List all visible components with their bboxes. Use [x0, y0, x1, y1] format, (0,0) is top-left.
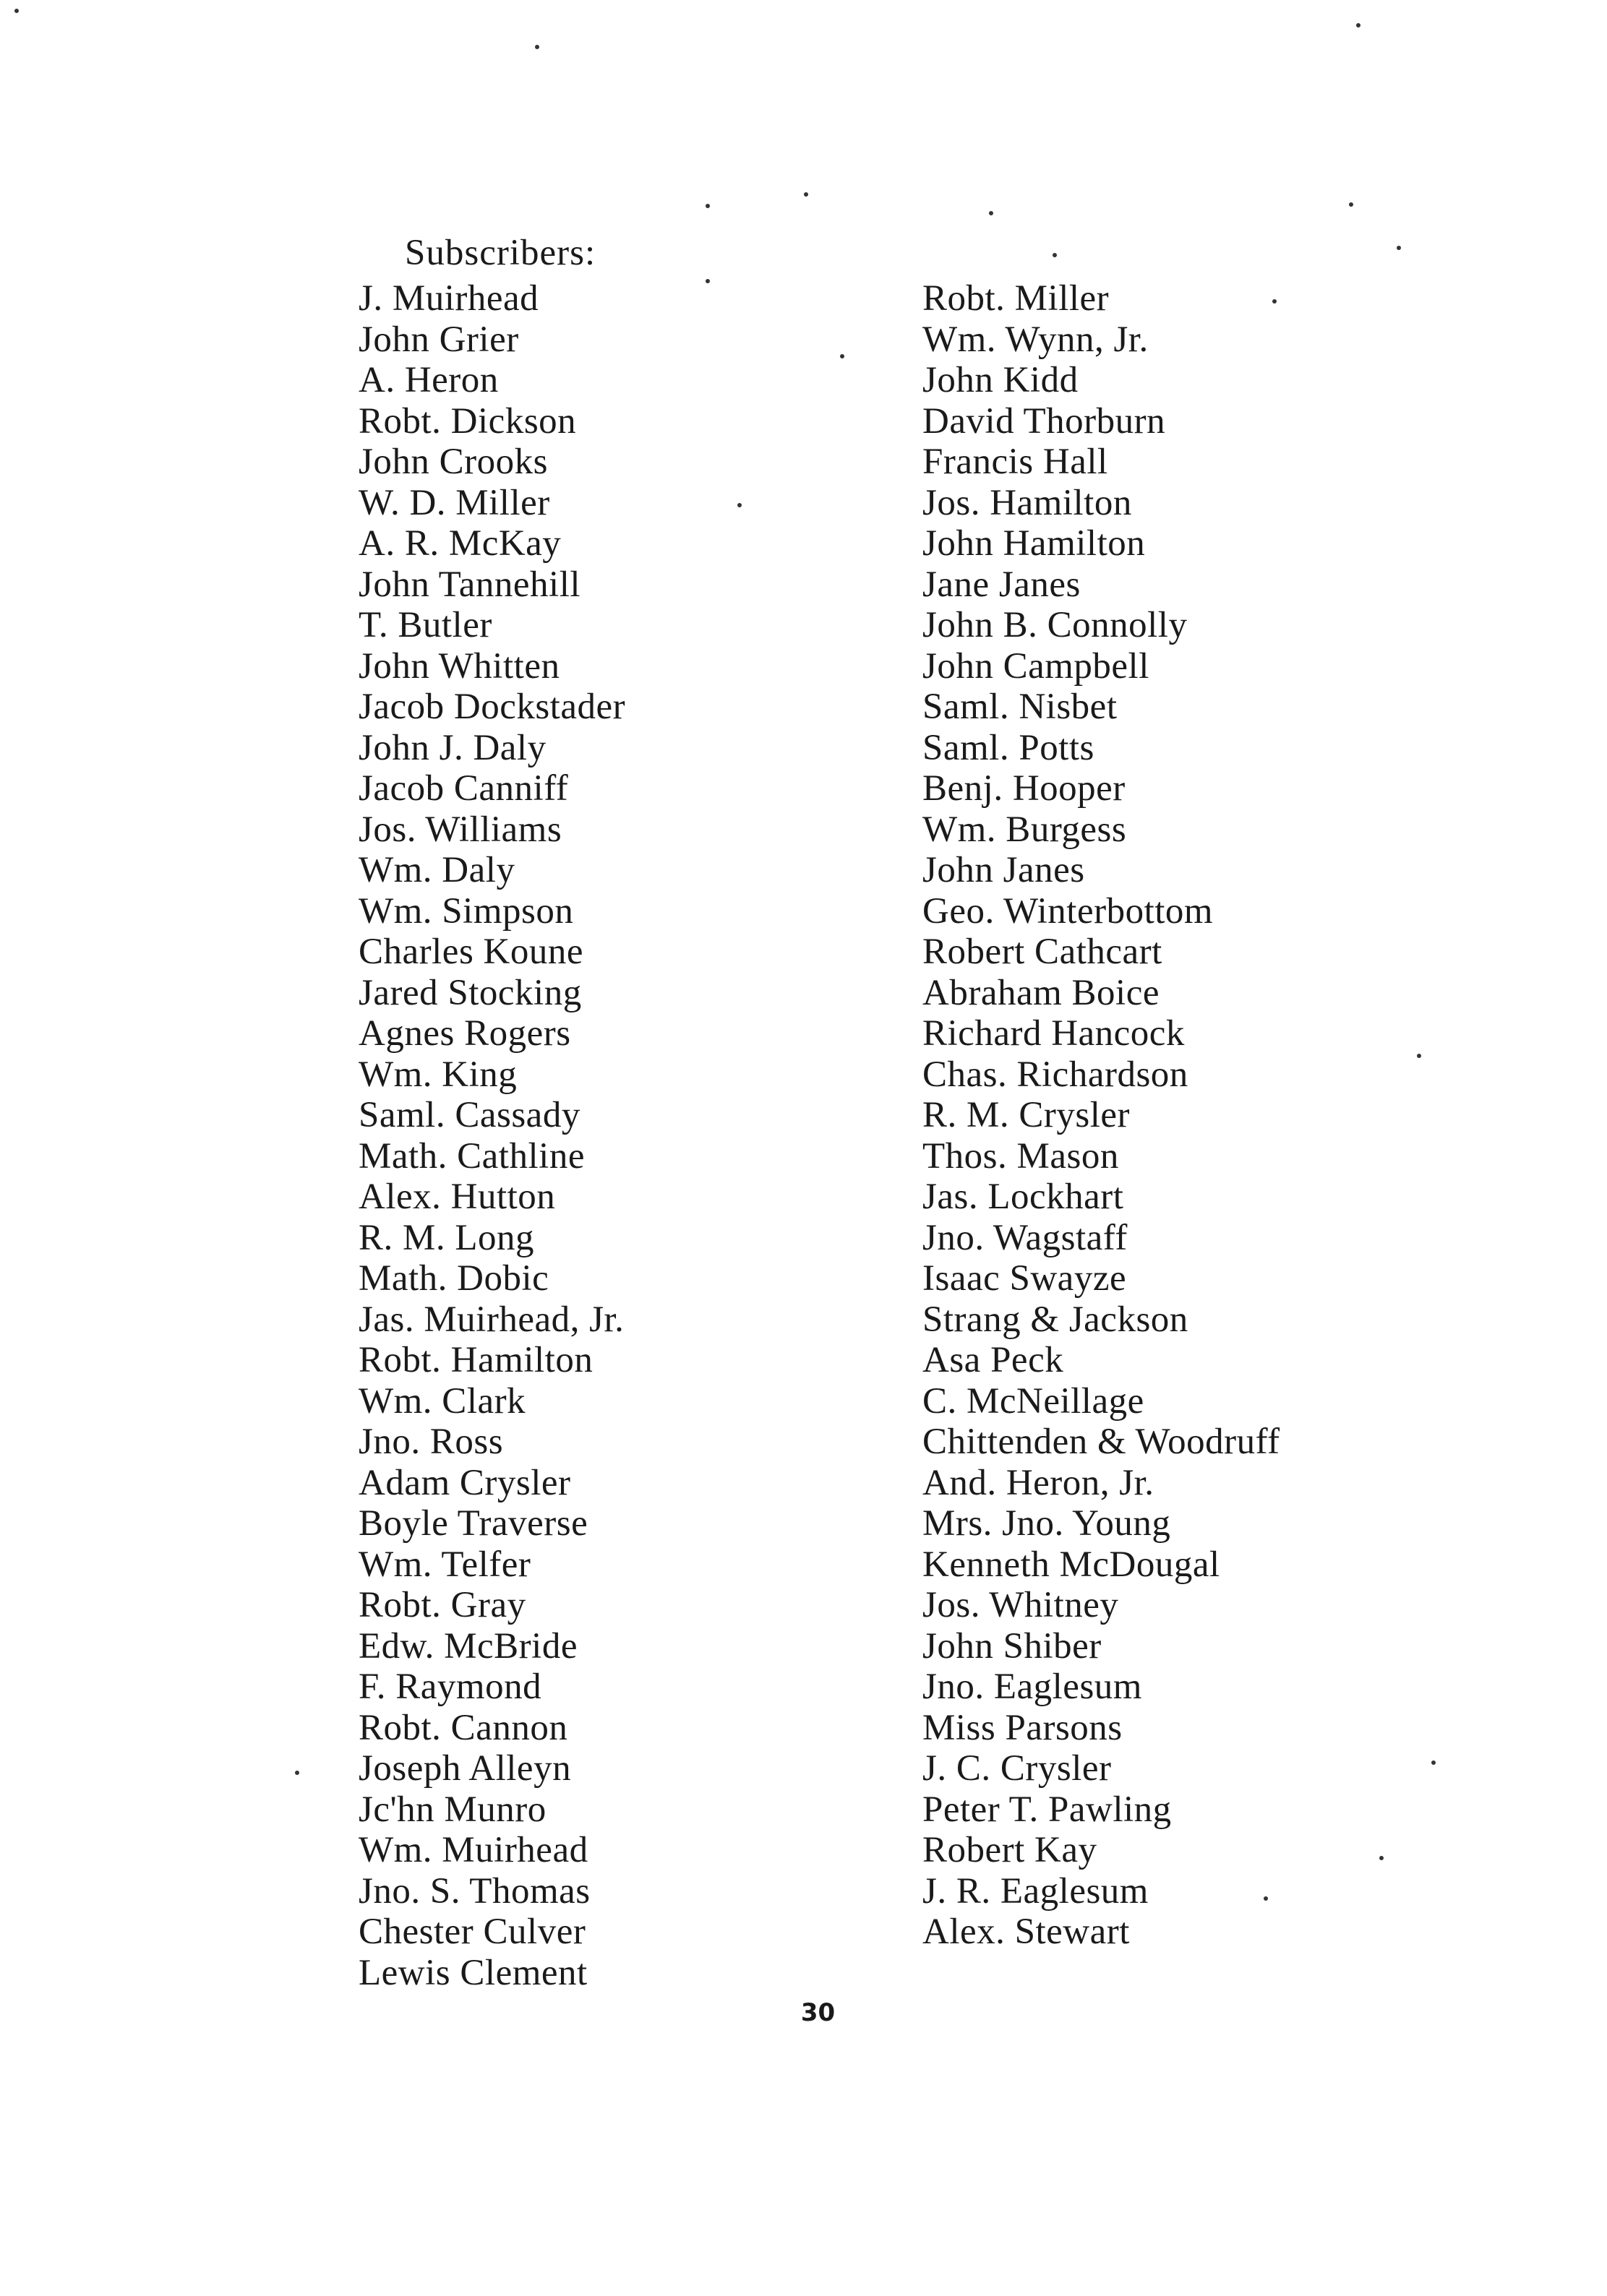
subscriber-name: Jos. Williams	[359, 809, 562, 850]
subscriber-name: Jos. Whitney	[922, 1585, 1119, 1625]
scan-speck	[840, 354, 844, 358]
subscriber-name: Strang & Jackson	[922, 1299, 1188, 1340]
subscriber-name: A. R. McKay	[359, 523, 562, 564]
scan-speck	[1349, 202, 1353, 207]
subscriber-name: Benj. Hooper	[922, 768, 1126, 809]
subscriber-name: John J. Daly	[359, 727, 547, 768]
subscriber-name: Abraham Boice	[922, 972, 1160, 1013]
subscriber-name: A. Heron	[359, 360, 499, 400]
subscriber-name: J. Muirhead	[359, 278, 539, 319]
subscriber-name: Mrs. Jno. Young	[922, 1503, 1171, 1544]
subscriber-name: Agnes Rogers	[359, 1013, 571, 1054]
subscriber-name: And. Heron, Jr.	[922, 1462, 1154, 1503]
subscriber-name: John Tannehill	[359, 564, 581, 605]
subscriber-name: Jacob Canniff	[359, 768, 569, 809]
scan-speck	[706, 279, 710, 283]
subscriber-name: Jane Janes	[922, 564, 1081, 605]
scan-speck	[535, 45, 539, 49]
subscriber-name: Math. Cathline	[359, 1135, 585, 1177]
subscriber-name: Wm. Muirhead	[359, 1830, 588, 1870]
subscriber-name: Jno. Wagstaff	[922, 1217, 1128, 1258]
subscriber-name: Jos. Hamilton	[922, 482, 1132, 523]
subscriber-name: Boyle Traverse	[359, 1503, 588, 1544]
scan-speck	[737, 503, 742, 507]
subscriber-name: Robt. Cannon	[359, 1707, 568, 1748]
subscriber-name: R. M. Crysler	[922, 1095, 1130, 1135]
subscriber-name: Geo. Winterbottom	[922, 890, 1214, 932]
subscriber-name: Asa Peck	[922, 1340, 1064, 1380]
subscriber-name: Saml. Nisbet	[922, 687, 1118, 727]
subscriber-name: Saml. Potts	[922, 727, 1094, 768]
scan-speck	[295, 1771, 299, 1775]
scan-speck	[1053, 253, 1057, 257]
subscriber-name: Saml. Cassady	[359, 1095, 580, 1135]
scan-speck	[1431, 1760, 1436, 1765]
subscriber-name: Charles Koune	[359, 932, 584, 972]
subscriber-name: Chas. Richardson	[922, 1054, 1188, 1095]
subscriber-name: Jas. Lockhart	[922, 1177, 1124, 1217]
subscriber-name: F. Raymond	[359, 1667, 542, 1707]
subscribers-list-right	[922, 278, 1280, 1953]
subscriber-name: John Whitten	[359, 645, 560, 687]
subscriber-name: David Thorburn	[922, 400, 1166, 442]
subscriber-name: Thos. Mason	[922, 1135, 1119, 1177]
subscribers-list-left	[359, 278, 625, 1993]
scan-speck	[804, 192, 808, 197]
subscriber-name: Robt. Gray	[359, 1585, 526, 1625]
scan-speck	[1264, 1896, 1268, 1901]
subscriber-name: Isaac Swayze	[922, 1258, 1127, 1299]
subscriber-name: J. R. Eaglesum	[922, 1870, 1149, 1912]
subscriber-name: Lewis Clement	[359, 1952, 588, 1993]
subscriber-name: Jc'hn Munro	[359, 1789, 547, 1830]
subscriber-name: Jared Stocking	[359, 972, 582, 1013]
subscriber-name: Wm. Telfer	[359, 1544, 531, 1585]
scan-speck	[1417, 1054, 1421, 1058]
subscriber-name: Richard Hancock	[922, 1013, 1185, 1054]
scan-speck	[1379, 1856, 1384, 1860]
subscriber-name: Wm. Simpson	[359, 890, 574, 932]
subscribers-heading: Subscribers:	[405, 233, 596, 273]
subscriber-name: John Campbell	[922, 645, 1149, 687]
subscriber-name: Joseph Alleyn	[359, 1748, 572, 1789]
subscriber-name: John Janes	[922, 850, 1085, 890]
subscriber-name: Robert Cathcart	[922, 932, 1162, 972]
scan-speck	[706, 204, 710, 208]
subscriber-name: Alex. Stewart	[922, 1912, 1130, 1952]
subscriber-name: John Shiber	[922, 1625, 1102, 1667]
subscriber-name: Chester Culver	[359, 1912, 586, 1952]
subscriber-name: Jas. Muirhead, Jr.	[359, 1299, 625, 1340]
subscriber-name: Robt. Hamilton	[359, 1340, 593, 1380]
subscriber-name: T. Butler	[359, 605, 492, 645]
subscriber-name: Edw. McBride	[359, 1625, 578, 1667]
subscriber-name: Francis Hall	[922, 442, 1108, 482]
subscriber-name: Jno. Eaglesum	[922, 1667, 1142, 1707]
subscriber-name: Robt. Dickson	[359, 400, 577, 442]
subscriber-name: John Crooks	[359, 442, 548, 482]
subscriber-name: W. D. Miller	[359, 482, 550, 523]
subscriber-name: Robert Kay	[922, 1830, 1097, 1870]
subscriber-name: Jacob Dockstader	[359, 687, 626, 727]
scan-speck	[1397, 246, 1401, 250]
subscriber-name: Kenneth McDougal	[922, 1544, 1220, 1585]
subscriber-name: John Hamilton	[922, 523, 1146, 564]
subscriber-name: J. C. Crysler	[922, 1748, 1112, 1789]
subscriber-name: Wm. Wynn, Jr.	[922, 319, 1149, 360]
scan-speck	[1356, 23, 1360, 27]
subscriber-name: John Grier	[359, 319, 519, 360]
scan-speck	[1272, 299, 1277, 304]
subscriber-name: Chittenden & Woodruff	[922, 1422, 1280, 1462]
scan-speck	[14, 9, 19, 13]
subscriber-name: Robt. Miller	[922, 278, 1110, 319]
subscriber-name: Math. Dobic	[359, 1258, 549, 1299]
subscriber-name: Jno. S. Thomas	[359, 1870, 591, 1912]
subscriber-name: Jno. Ross	[359, 1422, 504, 1462]
subscriber-name: Wm. Burgess	[922, 809, 1127, 850]
subscriber-name: C. McNeillage	[922, 1380, 1144, 1422]
subscriber-name: Miss Parsons	[922, 1707, 1123, 1748]
page-number: 30	[800, 1998, 836, 2027]
subscriber-name: Peter T. Pawling	[922, 1789, 1172, 1830]
subscriber-name: John Kidd	[922, 360, 1079, 400]
subscriber-name: Wm. Clark	[359, 1380, 526, 1422]
subscriber-name: Wm. Daly	[359, 850, 515, 890]
subscriber-name: Alex. Hutton	[359, 1177, 556, 1217]
scan-speck	[989, 211, 993, 215]
subscriber-name: Wm. King	[359, 1054, 518, 1095]
subscriber-name: Adam Crysler	[359, 1462, 571, 1503]
subscriber-name: R. M. Long	[359, 1217, 535, 1258]
subscriber-name: John B. Connolly	[922, 605, 1188, 645]
